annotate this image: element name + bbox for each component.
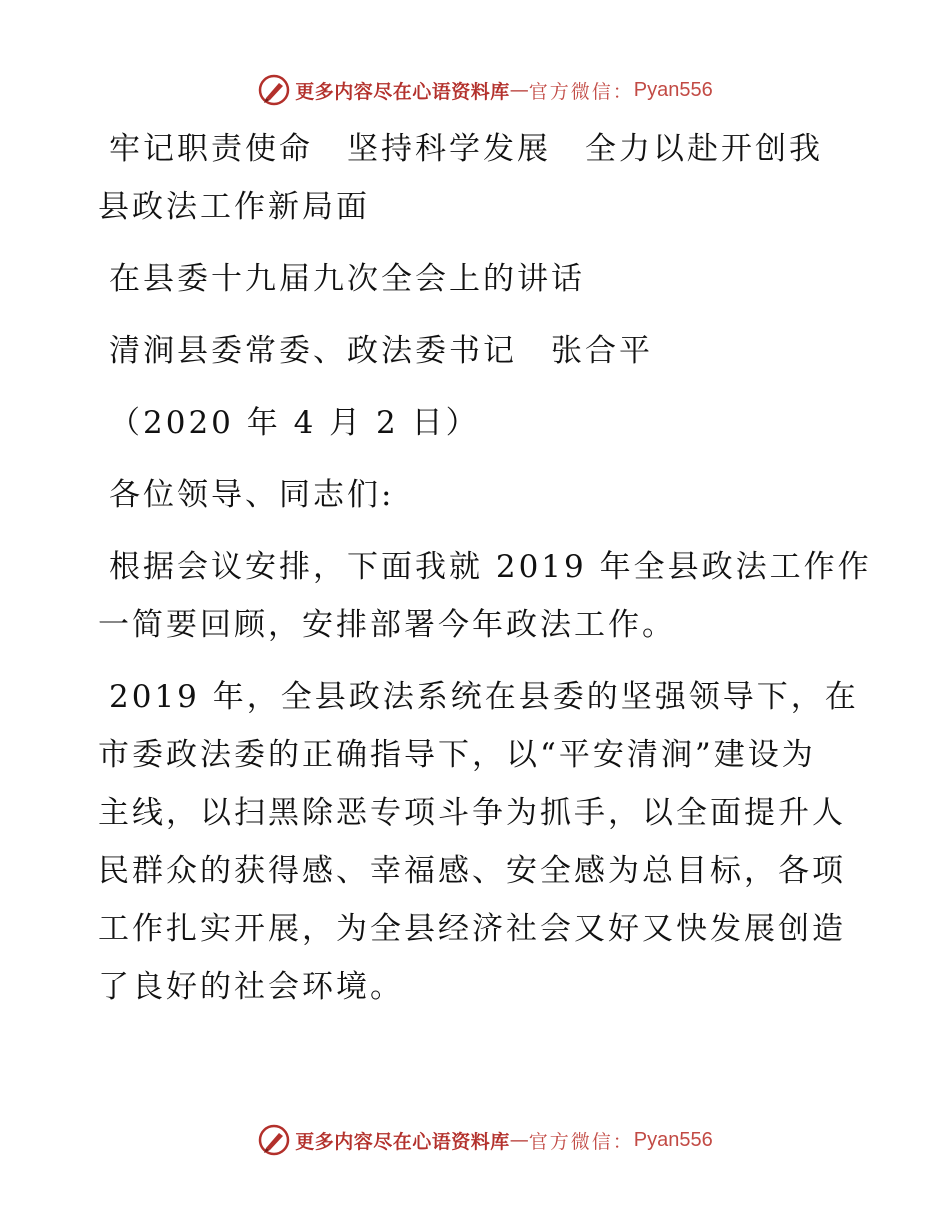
paragraph-2-line: 主线，以扫黑除恶专项斗争为抓手，以全面提升人 [98,795,846,831]
watermark-brand: 更多内容尽在心语资料库 [295,1130,510,1153]
title-line-2: 县政法工作新局面 [98,189,370,225]
author: 清涧县委常委、政法委书记 张合平 [109,333,653,369]
paragraph-2-line: 民群众的获得感、幸福感、安全感为总目标，各项 [98,853,846,889]
paragraph-2-line: 2019 年，全县政法系统在县委的坚强领导下，在 [109,679,859,715]
watermark-dash: — [509,1129,529,1151]
title-line-1: 牢记职责使命 坚持科学发展 全力以赴开创我 [109,131,823,167]
pen-logo-icon [257,1123,291,1157]
subtitle: 在县委十九届九次全会上的讲话 [109,261,585,297]
paragraph-2-line: 工作扎实开展，为全县经济社会又好又快发展创造 [98,911,846,947]
paragraph-1-line: 一简要回顾，安排部署今年政法工作。 [98,607,676,643]
paragraph-2-line: 市委政法委的正确指导下，以“平安清涧”建设为 [98,737,816,773]
header-watermark [0,70,950,110]
paragraph-1 [98,538,872,654]
document-body [98,120,872,1016]
watermark-label: 官方微信： [528,1130,634,1153]
watermark-brand: 更多内容尽在心语资料库 [295,80,510,103]
footer-watermark [0,1120,950,1160]
watermark-label: 官方微信： [528,80,634,103]
paragraph-2 [98,668,858,1016]
date: （2020 年 4 月 2 日） [109,405,480,441]
paragraph-2-line: 了良好的社会环境。 [98,969,404,1005]
watermark-wechat-id: Pyan556 [633,1128,713,1151]
paragraph-1-line: 根据会议安排，下面我就 2019 年全县政法工作作 [109,549,872,585]
watermark-dash: — [509,79,529,101]
salutation: 各位领导、同志们: [109,477,395,513]
pen-logo-icon [257,73,291,107]
watermark-wechat-id: Pyan556 [633,78,713,101]
